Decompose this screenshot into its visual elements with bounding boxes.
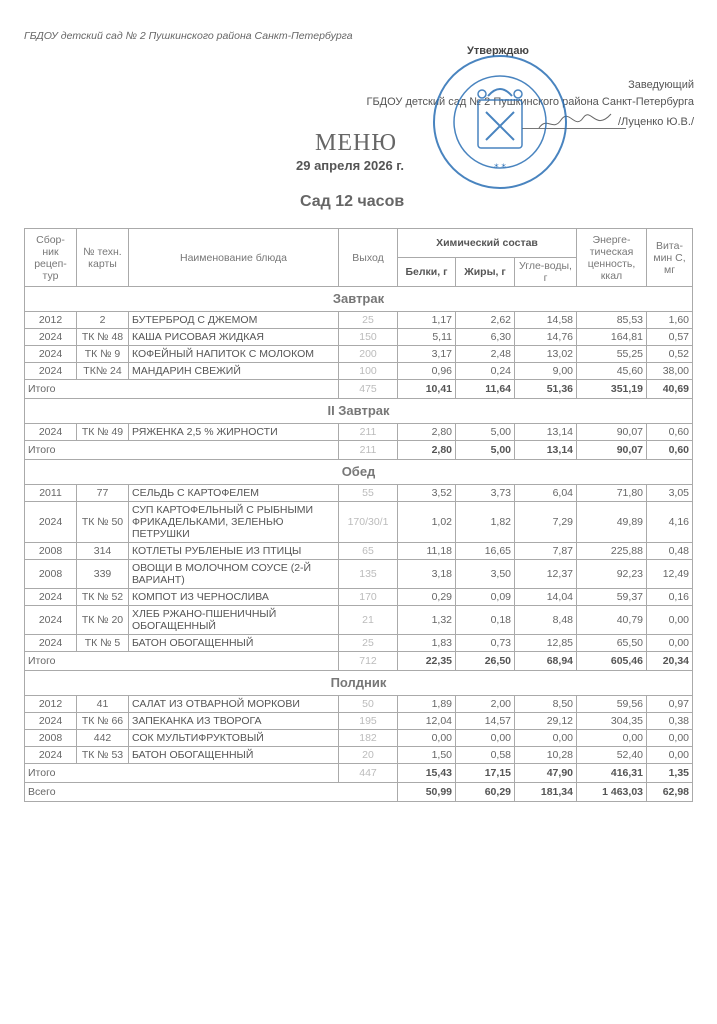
cell-energy: 45,60 [577, 363, 647, 380]
table-row [25, 346, 693, 363]
grand-total-fat: 60,29 [456, 783, 515, 802]
cell-dish-name: САЛАТ ИЗ ОТВАРНОЙ МОРКОВИ [129, 696, 339, 713]
cell-tech-card: 77 [77, 485, 129, 502]
total-fat: 17,15 [456, 764, 515, 783]
table-row [25, 635, 693, 652]
cell-fat: 1,82 [456, 502, 515, 543]
total-row [25, 380, 693, 399]
cell-output: 170 [339, 589, 398, 606]
document-date: 29 апреля 2026 г. [296, 158, 405, 173]
cell-dish-name: МАНДАРИН СВЕЖИЙ [129, 363, 339, 380]
total-output: 447 [339, 764, 398, 783]
total-carbs: 47,90 [515, 764, 577, 783]
svg-text:* *: * * [494, 163, 506, 173]
cell-collection: 2024 [25, 502, 77, 543]
cell-energy: 304,35 [577, 713, 647, 730]
organization-name: ГБДОУ детский сад № 2 Пушкинского района Санкт-Петербурга [24, 30, 353, 42]
table-row [25, 560, 693, 589]
cell-dish-name: СОК МУЛЬТИФРУКТОВЫЙ [129, 730, 339, 747]
cell-collection: 2024 [25, 606, 77, 635]
cell-tech-card: 442 [77, 730, 129, 747]
grand-total-label: Всего [25, 783, 398, 802]
cell-collection: 2024 [25, 713, 77, 730]
cell-dish-name: БУТЕРБРОД С ДЖЕМОМ [129, 312, 339, 329]
cell-carbs: 0,00 [515, 730, 577, 747]
cell-carbs: 6,04 [515, 485, 577, 502]
grand-total-row [25, 783, 693, 802]
cell-carbs: 8,48 [515, 606, 577, 635]
cell-collection: 2024 [25, 424, 77, 441]
cell-vitamin: 3,05 [647, 485, 693, 502]
cell-tech-card: ТК № 52 [77, 589, 129, 606]
cell-collection: 2012 [25, 312, 77, 329]
grand-total-energy: 1 463,03 [577, 783, 647, 802]
section-row [25, 399, 693, 424]
col-protein: Белки, г [398, 258, 456, 287]
table-row [25, 329, 693, 346]
cell-vitamin: 0,16 [647, 589, 693, 606]
cell-protein: 12,04 [398, 713, 456, 730]
cell-fat: 0,00 [456, 730, 515, 747]
cell-dish-name: КОМПОТ ИЗ ЧЕРНОСЛИВА [129, 589, 339, 606]
col-dish-name: Наименование блюда [129, 229, 339, 287]
cell-output: 195 [339, 713, 398, 730]
cell-collection: 2024 [25, 346, 77, 363]
cell-carbs: 14,76 [515, 329, 577, 346]
total-label: Итого [25, 652, 339, 671]
total-label: Итого [25, 441, 339, 460]
cell-collection: 2008 [25, 730, 77, 747]
col-collection: Сбор-ник рецеп-тур [25, 229, 77, 287]
cell-energy: 59,56 [577, 696, 647, 713]
cell-output: 50 [339, 696, 398, 713]
cell-collection: 2008 [25, 543, 77, 560]
cell-protein: 11,18 [398, 543, 456, 560]
cell-output: 200 [339, 346, 398, 363]
cell-fat: 2,00 [456, 696, 515, 713]
cell-output: 182 [339, 730, 398, 747]
total-energy: 605,46 [577, 652, 647, 671]
cell-tech-card: ТК № 49 [77, 424, 129, 441]
cell-energy: 40,79 [577, 606, 647, 635]
cell-energy: 71,80 [577, 485, 647, 502]
total-output: 211 [339, 441, 398, 460]
cell-energy: 59,37 [577, 589, 647, 606]
cell-fat: 3,73 [456, 485, 515, 502]
total-vitamin: 0,60 [647, 441, 693, 460]
cell-dish-name: КОФЕЙНЫЙ НАПИТОК С МОЛОКОМ [129, 346, 339, 363]
cell-fat: 0,58 [456, 747, 515, 764]
cell-fat: 2,62 [456, 312, 515, 329]
cell-protein: 3,18 [398, 560, 456, 589]
cell-energy: 0,00 [577, 730, 647, 747]
cell-vitamin: 0,00 [647, 635, 693, 652]
total-protein: 15,43 [398, 764, 456, 783]
cell-carbs: 8,50 [515, 696, 577, 713]
cell-vitamin: 38,00 [647, 363, 693, 380]
cell-energy: 55,25 [577, 346, 647, 363]
table-row [25, 606, 693, 635]
total-row [25, 764, 693, 783]
total-label: Итого [25, 764, 339, 783]
col-energy: Энерге-тическая ценность, ккал [577, 229, 647, 287]
total-row [25, 652, 693, 671]
grand-total-vitamin: 62,98 [647, 783, 693, 802]
cell-collection: 2024 [25, 635, 77, 652]
cell-fat: 14,57 [456, 713, 515, 730]
cell-energy: 65,50 [577, 635, 647, 652]
cell-dish-name: БАТОН ОБОГАЩЕННЫЙ [129, 635, 339, 652]
cell-carbs: 12,37 [515, 560, 577, 589]
cell-collection: 2024 [25, 363, 77, 380]
cell-carbs: 13,02 [515, 346, 577, 363]
cell-dish-name: КОТЛЕТЫ РУБЛЕНЫЕ ИЗ ПТИЦЫ [129, 543, 339, 560]
cell-vitamin: 4,16 [647, 502, 693, 543]
cell-protein: 1,83 [398, 635, 456, 652]
cell-collection: 2024 [25, 747, 77, 764]
section-row [25, 287, 693, 312]
cell-vitamin: 0,38 [647, 713, 693, 730]
col-vitamin: Вита-мин С, мг [647, 229, 693, 287]
cell-output: 135 [339, 560, 398, 589]
cell-protein: 2,80 [398, 424, 456, 441]
cell-protein: 1,02 [398, 502, 456, 543]
cell-energy: 90,07 [577, 424, 647, 441]
total-protein: 2,80 [398, 441, 456, 460]
cell-collection: 2011 [25, 485, 77, 502]
table-row [25, 713, 693, 730]
cell-fat: 6,30 [456, 329, 515, 346]
cell-output: 25 [339, 635, 398, 652]
section-title: Обед [25, 460, 693, 485]
total-vitamin: 1,35 [647, 764, 693, 783]
cell-tech-card: ТК № 9 [77, 346, 129, 363]
approve-label: Утверждаю [467, 45, 529, 57]
cell-dish-name: ОВОЩИ В МОЛОЧНОМ СОУСЕ (2-Й ВАРИАНТ) [129, 560, 339, 589]
cell-collection: 2024 [25, 589, 77, 606]
cell-fat: 0,18 [456, 606, 515, 635]
total-energy: 416,31 [577, 764, 647, 783]
head-organization: ГБДОУ детский сад № 2 Пушкинского района Санкт-Петербурга [366, 96, 694, 108]
cell-fat: 2,48 [456, 346, 515, 363]
cell-carbs: 9,00 [515, 363, 577, 380]
document-subtitle: Сад 12 часов [300, 193, 405, 210]
col-carbs: Угле-воды, г [515, 258, 577, 287]
section-title: Завтрак [25, 287, 693, 312]
cell-protein: 1,32 [398, 606, 456, 635]
cell-output: 20 [339, 747, 398, 764]
cell-dish-name: КАША РИСОВАЯ ЖИДКАЯ [129, 329, 339, 346]
total-fat: 5,00 [456, 441, 515, 460]
total-protein: 10,41 [398, 380, 456, 399]
cell-tech-card: ТК № 5 [77, 635, 129, 652]
cell-fat: 3,50 [456, 560, 515, 589]
menu-table-body [25, 287, 693, 802]
cell-tech-card: ТК № 20 [77, 606, 129, 635]
table-row [25, 424, 693, 441]
cell-protein: 3,17 [398, 346, 456, 363]
cell-dish-name: РЯЖЕНКА 2,5 % ЖИРНОСТИ [129, 424, 339, 441]
total-output: 712 [339, 652, 398, 671]
cell-dish-name: СЕЛЬДЬ С КАРТОФЕЛЕМ [129, 485, 339, 502]
cell-tech-card: ТК № 48 [77, 329, 129, 346]
table-row [25, 543, 693, 560]
cell-collection: 2012 [25, 696, 77, 713]
cell-vitamin: 0,52 [647, 346, 693, 363]
head-name: /Луценко Ю.В./ [618, 116, 694, 128]
cell-fat: 0,24 [456, 363, 515, 380]
cell-fat: 5,00 [456, 424, 515, 441]
cell-tech-card: 41 [77, 696, 129, 713]
cell-energy: 52,40 [577, 747, 647, 764]
cell-protein: 1,89 [398, 696, 456, 713]
total-protein: 22,35 [398, 652, 456, 671]
total-fat: 26,50 [456, 652, 515, 671]
cell-collection: 2024 [25, 329, 77, 346]
cell-tech-card: ТК№ 24 [77, 363, 129, 380]
cell-carbs: 13,14 [515, 424, 577, 441]
cell-dish-name: БАТОН ОБОГАЩЕННЫЙ [129, 747, 339, 764]
total-vitamin: 20,34 [647, 652, 693, 671]
cell-tech-card: 314 [77, 543, 129, 560]
cell-protein: 0,96 [398, 363, 456, 380]
cell-protein: 0,00 [398, 730, 456, 747]
cell-output: 150 [339, 329, 398, 346]
official-stamp-icon [430, 52, 570, 192]
col-output: Выход [339, 229, 398, 287]
cell-energy: 49,89 [577, 502, 647, 543]
total-energy: 90,07 [577, 441, 647, 460]
section-title: Полдник [25, 671, 693, 696]
cell-vitamin: 0,00 [647, 747, 693, 764]
cell-output: 55 [339, 485, 398, 502]
table-row [25, 730, 693, 747]
cell-protein: 5,11 [398, 329, 456, 346]
total-carbs: 51,36 [515, 380, 577, 399]
table-row [25, 363, 693, 380]
cell-tech-card: ТК № 66 [77, 713, 129, 730]
cell-tech-card: 339 [77, 560, 129, 589]
table-row [25, 747, 693, 764]
col-tech-card: № техн. карты [77, 229, 129, 287]
cell-protein: 3,52 [398, 485, 456, 502]
head-position: Заведующий [628, 79, 694, 91]
cell-tech-card: 2 [77, 312, 129, 329]
cell-vitamin: 0,97 [647, 696, 693, 713]
cell-vitamin: 0,60 [647, 424, 693, 441]
cell-output: 170/30/1 [339, 502, 398, 543]
cell-output: 100 [339, 363, 398, 380]
table-row [25, 485, 693, 502]
cell-energy: 92,23 [577, 560, 647, 589]
total-energy: 351,19 [577, 380, 647, 399]
cell-output: 65 [339, 543, 398, 560]
col-fat: Жиры, г [456, 258, 515, 287]
cell-output: 21 [339, 606, 398, 635]
cell-carbs: 7,87 [515, 543, 577, 560]
cell-tech-card: ТК № 53 [77, 747, 129, 764]
table-row [25, 312, 693, 329]
col-chemical: Химический состав [398, 229, 577, 258]
cell-energy: 164,81 [577, 329, 647, 346]
cell-carbs: 14,58 [515, 312, 577, 329]
total-carbs: 13,14 [515, 441, 577, 460]
cell-output: 211 [339, 424, 398, 441]
cell-dish-name: ХЛЕБ РЖАНО-ПШЕНИЧНЫЙ ОБОГАЩЕННЫЙ [129, 606, 339, 635]
cell-collection: 2008 [25, 560, 77, 589]
cell-carbs: 10,28 [515, 747, 577, 764]
cell-carbs: 29,12 [515, 713, 577, 730]
total-vitamin: 40,69 [647, 380, 693, 399]
cell-protein: 1,50 [398, 747, 456, 764]
cell-carbs: 7,29 [515, 502, 577, 543]
grand-total-carbs: 181,34 [515, 783, 577, 802]
cell-protein: 1,17 [398, 312, 456, 329]
table-row [25, 589, 693, 606]
menu-table [24, 228, 693, 802]
total-output: 475 [339, 380, 398, 399]
total-label: Итого [25, 380, 339, 399]
table-row [25, 502, 693, 543]
document-title: МЕНЮ [315, 130, 397, 156]
cell-energy: 225,88 [577, 543, 647, 560]
section-row [25, 671, 693, 696]
cell-fat: 0,73 [456, 635, 515, 652]
cell-dish-name: СУП КАРТОФЕЛЬНЫЙ С РЫБНЫМИ ФРИКАДЕЛЬКАМИ, ЗЕЛЕНЬЮ ПЕТРУШКИ [129, 502, 339, 543]
cell-tech-card: ТК № 50 [77, 502, 129, 543]
cell-energy: 85,53 [577, 312, 647, 329]
section-row [25, 460, 693, 485]
cell-vitamin: 0,48 [647, 543, 693, 560]
cell-vitamin: 0,00 [647, 606, 693, 635]
cell-carbs: 12,85 [515, 635, 577, 652]
cell-vitamin: 0,57 [647, 329, 693, 346]
cell-carbs: 14,04 [515, 589, 577, 606]
cell-vitamin: 1,60 [647, 312, 693, 329]
cell-fat: 0,09 [456, 589, 515, 606]
total-row [25, 441, 693, 460]
cell-dish-name: ЗАПЕКАНКА ИЗ ТВОРОГА [129, 713, 339, 730]
total-fat: 11,64 [456, 380, 515, 399]
cell-fat: 16,65 [456, 543, 515, 560]
total-carbs: 68,94 [515, 652, 577, 671]
section-title: II Завтрак [25, 399, 693, 424]
grand-total-protein: 50,99 [398, 783, 456, 802]
cell-vitamin: 0,00 [647, 730, 693, 747]
cell-protein: 0,29 [398, 589, 456, 606]
cell-output: 25 [339, 312, 398, 329]
cell-vitamin: 12,49 [647, 560, 693, 589]
table-row [25, 696, 693, 713]
